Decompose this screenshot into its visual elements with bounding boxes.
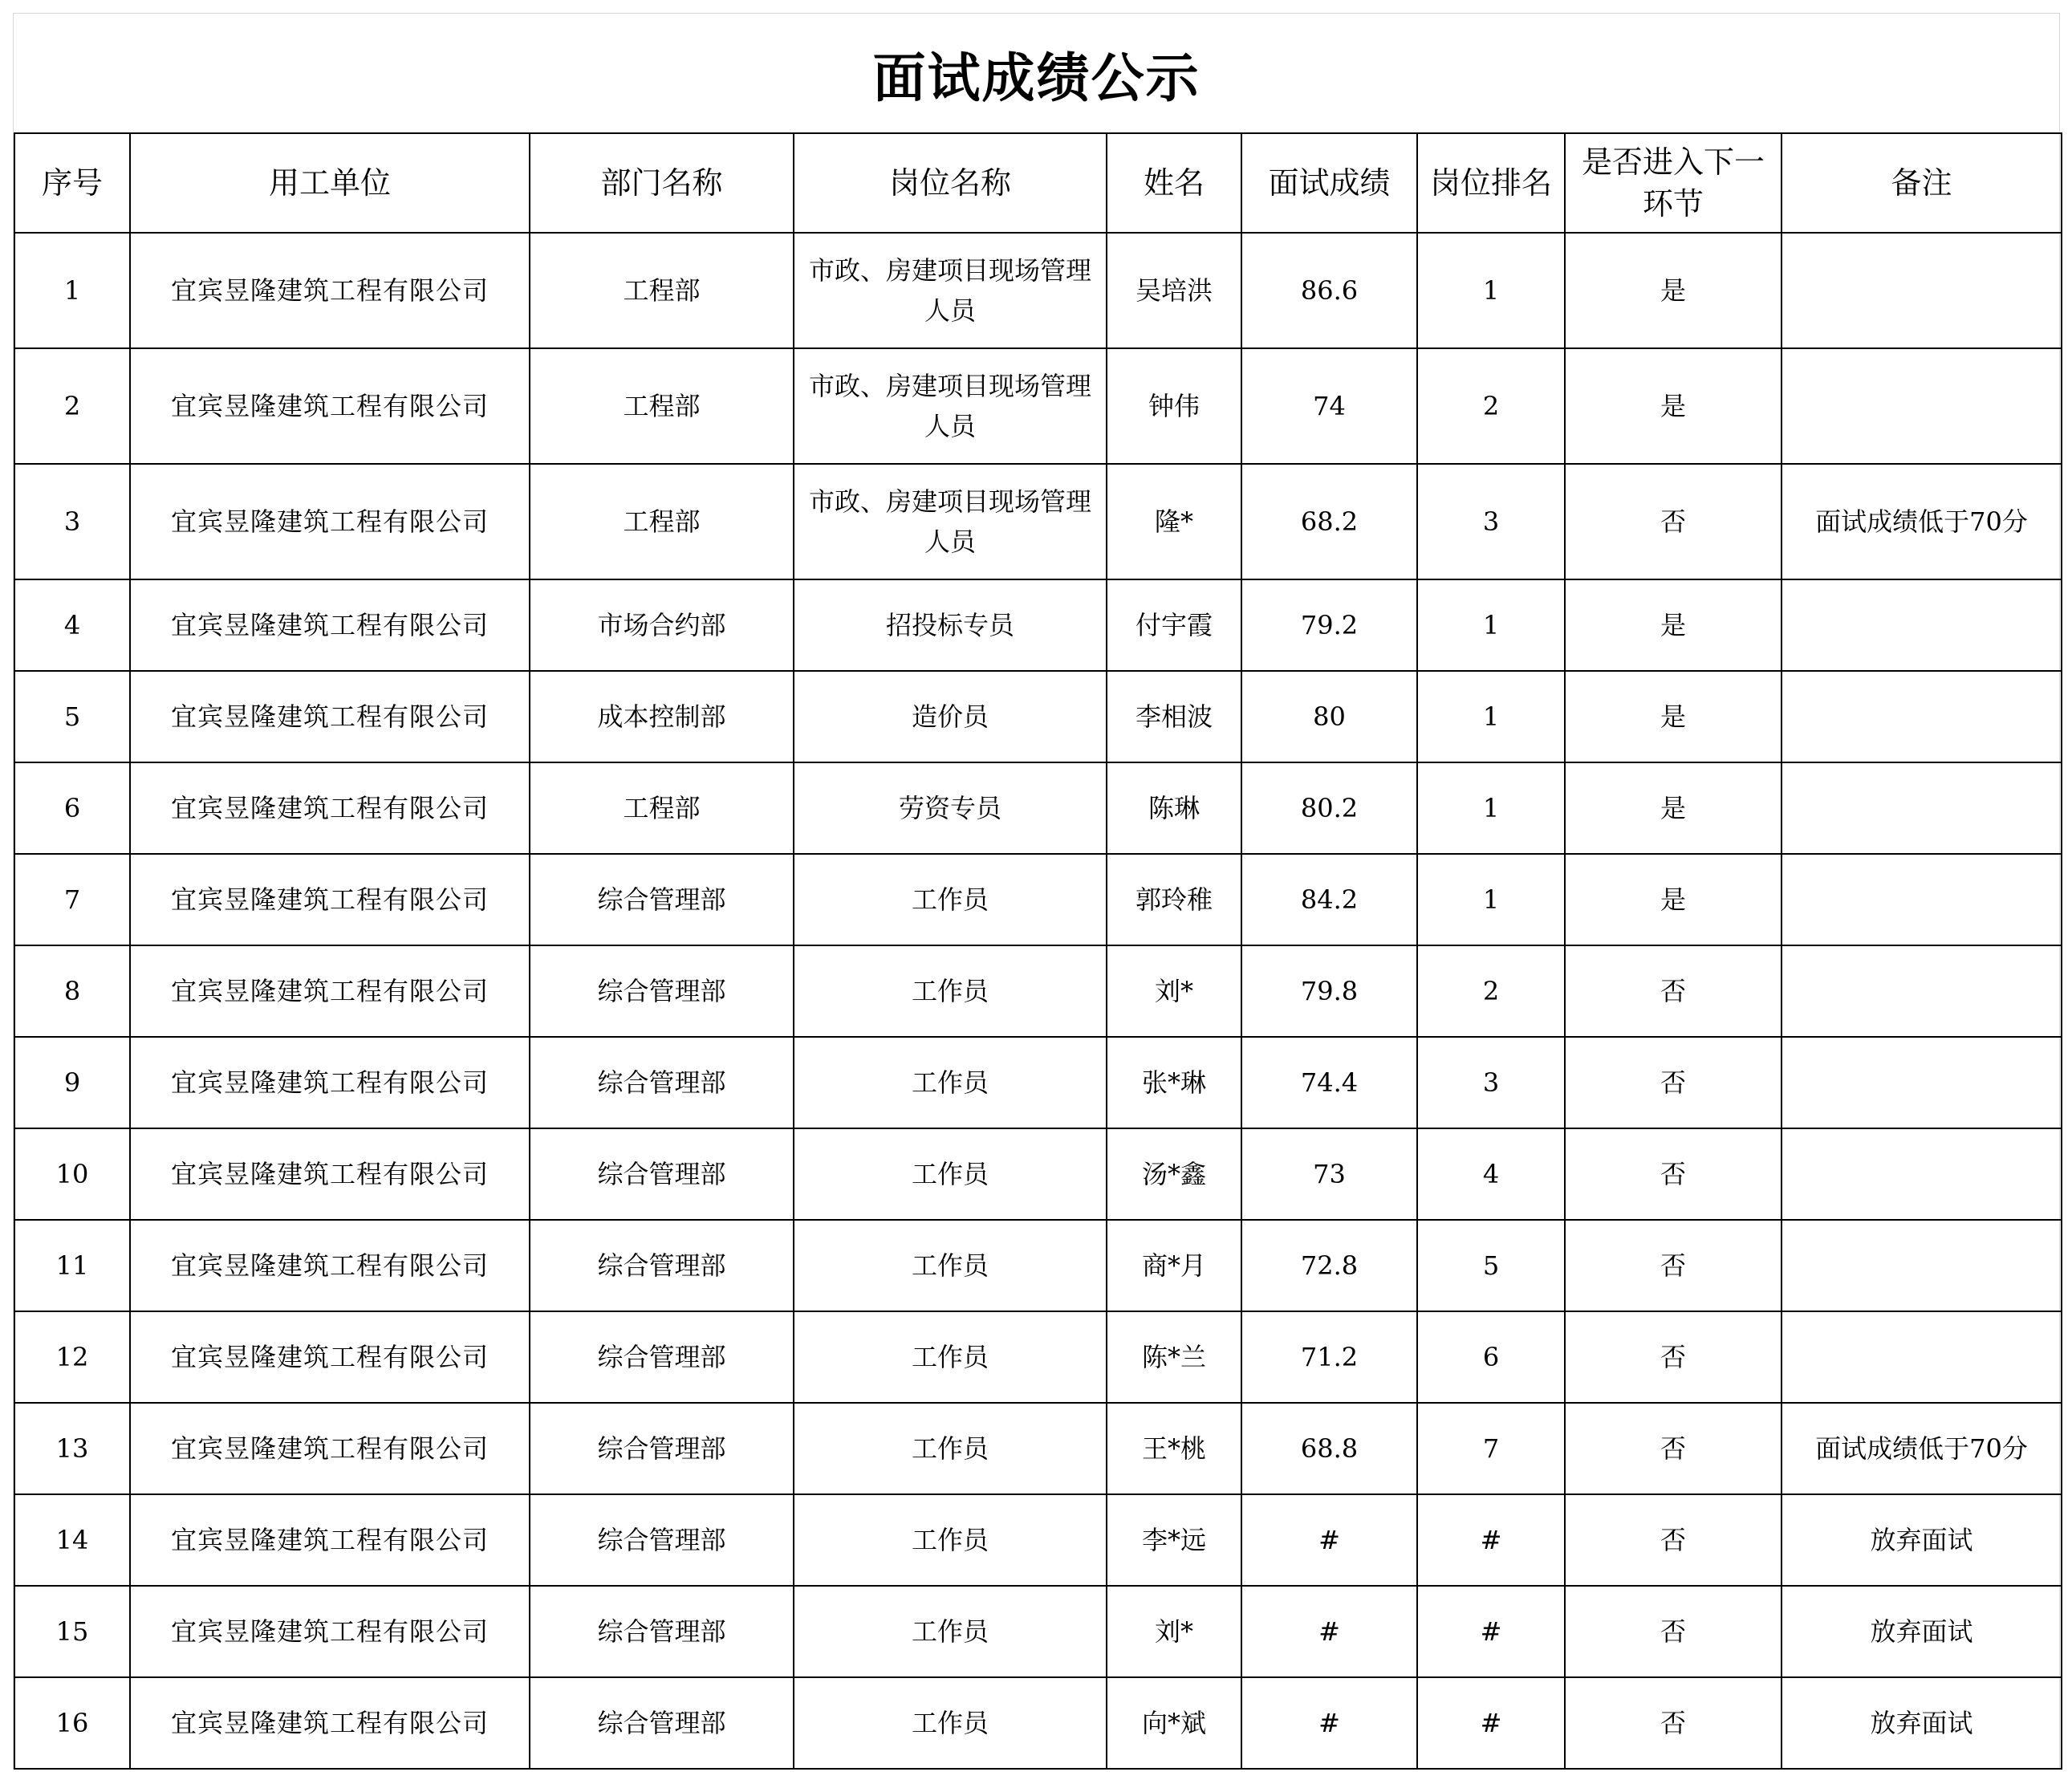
- table-body: [14, 233, 2062, 1769]
- cell-dept: 综合管理部: [530, 1677, 794, 1769]
- cell-next: 是: [1565, 233, 1782, 348]
- table-header-row: [14, 133, 2062, 233]
- header-rank: 岗位排名: [1417, 133, 1565, 233]
- cell-name: 陈*兰: [1107, 1311, 1241, 1403]
- cell-no: 10: [14, 1128, 130, 1220]
- cell-post: 造价员: [794, 671, 1107, 762]
- cell-name: 钟伟: [1107, 348, 1241, 464]
- cell-name: 李相波: [1107, 671, 1241, 762]
- cell-note: 放弃面试: [1782, 1586, 2062, 1677]
- cell-no: 5: [14, 671, 130, 762]
- table-row: [14, 762, 2062, 854]
- cell-post: 工作员: [794, 1494, 1107, 1586]
- cell-rank: 1: [1417, 671, 1565, 762]
- cell-score: 79.2: [1241, 579, 1417, 671]
- cell-next: 是: [1565, 671, 1782, 762]
- cell-next: 否: [1565, 1311, 1782, 1403]
- cell-unit: 宜宾昱隆建筑工程有限公司: [130, 1403, 530, 1494]
- cell-unit: 宜宾昱隆建筑工程有限公司: [130, 348, 530, 464]
- cell-no: 4: [14, 579, 130, 671]
- cell-next: 否: [1565, 1494, 1782, 1586]
- cell-next: 否: [1565, 1677, 1782, 1769]
- cell-score: 74: [1241, 348, 1417, 464]
- cell-post: 市政、房建项目现场管理人员: [794, 348, 1107, 464]
- cell-score: 80.2: [1241, 762, 1417, 854]
- cell-score: 86.6: [1241, 233, 1417, 348]
- cell-score: 68.2: [1241, 464, 1417, 579]
- cell-name: 商*月: [1107, 1220, 1241, 1311]
- cell-note: 放弃面试: [1782, 1494, 2062, 1586]
- cell-no: 6: [14, 762, 130, 854]
- cell-next: 否: [1565, 1037, 1782, 1128]
- cell-post: 工作员: [794, 1220, 1107, 1311]
- table-row: [14, 1403, 2062, 1494]
- table-row: [14, 464, 2062, 579]
- cell-no: 15: [14, 1586, 130, 1677]
- cell-dept: 综合管理部: [530, 1037, 794, 1128]
- cell-next: 是: [1565, 854, 1782, 945]
- cell-rank: 1: [1417, 762, 1565, 854]
- cell-score: #: [1241, 1494, 1417, 1586]
- cell-unit: 宜宾昱隆建筑工程有限公司: [130, 579, 530, 671]
- header-no: 序号: [14, 133, 130, 233]
- cell-unit: 宜宾昱隆建筑工程有限公司: [130, 464, 530, 579]
- cell-post: 工作员: [794, 1128, 1107, 1220]
- cell-unit: 宜宾昱隆建筑工程有限公司: [130, 671, 530, 762]
- cell-note: 面试成绩低于70分: [1782, 464, 2062, 579]
- cell-name: 李*远: [1107, 1494, 1241, 1586]
- cell-dept: 综合管理部: [530, 854, 794, 945]
- cell-unit: 宜宾昱隆建筑工程有限公司: [130, 1677, 530, 1769]
- cell-name: 王*桃: [1107, 1403, 1241, 1494]
- cell-no: 9: [14, 1037, 130, 1128]
- cell-name: 付宇霞: [1107, 579, 1241, 671]
- cell-note: 面试成绩低于70分: [1782, 1403, 2062, 1494]
- cell-name: 张*琳: [1107, 1037, 1241, 1128]
- header-post: 岗位名称: [794, 133, 1107, 233]
- cell-note: [1782, 945, 2062, 1037]
- cell-score: #: [1241, 1677, 1417, 1769]
- cell-score: 80: [1241, 671, 1417, 762]
- cell-no: 11: [14, 1220, 130, 1311]
- cell-post: 工作员: [794, 945, 1107, 1037]
- cell-post: 招投标专员: [794, 579, 1107, 671]
- cell-dept: 工程部: [530, 348, 794, 464]
- cell-unit: 宜宾昱隆建筑工程有限公司: [130, 233, 530, 348]
- cell-note: [1782, 233, 2062, 348]
- cell-unit: 宜宾昱隆建筑工程有限公司: [130, 1220, 530, 1311]
- cell-post: 工作员: [794, 1403, 1107, 1494]
- cell-next: 否: [1565, 464, 1782, 579]
- cell-no: 3: [14, 464, 130, 579]
- cell-rank: 7: [1417, 1403, 1565, 1494]
- cell-unit: 宜宾昱隆建筑工程有限公司: [130, 1494, 530, 1586]
- cell-dept: 综合管理部: [530, 1403, 794, 1494]
- cell-score: 71.2: [1241, 1311, 1417, 1403]
- cell-no: 13: [14, 1403, 130, 1494]
- cell-rank: 5: [1417, 1220, 1565, 1311]
- cell-note: [1782, 1128, 2062, 1220]
- document-sheet: [13, 13, 2060, 1770]
- cell-dept: 综合管理部: [530, 1311, 794, 1403]
- cell-next: 是: [1565, 762, 1782, 854]
- cell-no: 1: [14, 233, 130, 348]
- table-row: [14, 671, 2062, 762]
- cell-rank: 2: [1417, 945, 1565, 1037]
- score-table: [14, 132, 2062, 1770]
- cell-dept: 综合管理部: [530, 1586, 794, 1677]
- cell-dept: 综合管理部: [530, 1494, 794, 1586]
- cell-score: 79.8: [1241, 945, 1417, 1037]
- cell-next: 否: [1565, 945, 1782, 1037]
- cell-rank: 1: [1417, 854, 1565, 945]
- cell-rank: 3: [1417, 464, 1565, 579]
- cell-rank: #: [1417, 1677, 1565, 1769]
- cell-note: [1782, 671, 2062, 762]
- cell-dept: 综合管理部: [530, 1220, 794, 1311]
- cell-score: 72.8: [1241, 1220, 1417, 1311]
- cell-note: [1782, 1037, 2062, 1128]
- cell-name: 刘*: [1107, 1586, 1241, 1677]
- table-row: [14, 1494, 2062, 1586]
- cell-name: 向*斌: [1107, 1677, 1241, 1769]
- cell-note: [1782, 854, 2062, 945]
- cell-rank: 2: [1417, 348, 1565, 464]
- cell-name: 吴培洪: [1107, 233, 1241, 348]
- cell-note: [1782, 348, 2062, 464]
- table-row: [14, 348, 2062, 464]
- header-score: 面试成绩: [1241, 133, 1417, 233]
- cell-dept: 工程部: [530, 762, 794, 854]
- cell-note: 放弃面试: [1782, 1677, 2062, 1769]
- cell-name: 郭玲稚: [1107, 854, 1241, 945]
- cell-no: 7: [14, 854, 130, 945]
- cell-rank: 4: [1417, 1128, 1565, 1220]
- cell-no: 12: [14, 1311, 130, 1403]
- cell-rank: #: [1417, 1494, 1565, 1586]
- cell-post: 工作员: [794, 1037, 1107, 1128]
- cell-post: 工作员: [794, 1311, 1107, 1403]
- cell-note: [1782, 1311, 2062, 1403]
- table-row: [14, 1037, 2062, 1128]
- cell-unit: 宜宾昱隆建筑工程有限公司: [130, 945, 530, 1037]
- table-row: [14, 233, 2062, 348]
- cell-name: 隆*: [1107, 464, 1241, 579]
- cell-post: 劳资专员: [794, 762, 1107, 854]
- table-row: [14, 1128, 2062, 1220]
- cell-post: 工作员: [794, 854, 1107, 945]
- cell-no: 16: [14, 1677, 130, 1769]
- cell-post: 市政、房建项目现场管理人员: [794, 464, 1107, 579]
- cell-name: 陈琳: [1107, 762, 1241, 854]
- cell-name: 汤*鑫: [1107, 1128, 1241, 1220]
- header-name: 姓名: [1107, 133, 1241, 233]
- cell-next: 否: [1565, 1220, 1782, 1311]
- page-title: 面试成绩公示: [872, 47, 1201, 109]
- table-row: [14, 854, 2062, 945]
- table-row: [14, 945, 2062, 1037]
- cell-unit: 宜宾昱隆建筑工程有限公司: [130, 762, 530, 854]
- cell-rank: #: [1417, 1586, 1565, 1677]
- cell-rank: 3: [1417, 1037, 1565, 1128]
- cell-unit: 宜宾昱隆建筑工程有限公司: [130, 1037, 530, 1128]
- cell-post: 市政、房建项目现场管理人员: [794, 233, 1107, 348]
- cell-dept: 市场合约部: [530, 579, 794, 671]
- header-dept: 部门名称: [530, 133, 794, 233]
- cell-no: 14: [14, 1494, 130, 1586]
- header-unit: 用工单位: [130, 133, 530, 233]
- table-row: [14, 579, 2062, 671]
- cell-note: [1782, 1220, 2062, 1311]
- cell-note: [1782, 579, 2062, 671]
- cell-score: #: [1241, 1586, 1417, 1677]
- cell-dept: 工程部: [530, 233, 794, 348]
- cell-next: 否: [1565, 1128, 1782, 1220]
- cell-dept: 成本控制部: [530, 671, 794, 762]
- cell-post: 工作员: [794, 1677, 1107, 1769]
- cell-dept: 综合管理部: [530, 945, 794, 1037]
- table-row: [14, 1677, 2062, 1769]
- cell-post: 工作员: [794, 1586, 1107, 1677]
- table-row: [14, 1220, 2062, 1311]
- header-note: 备注: [1782, 133, 2062, 233]
- cell-note: [1782, 762, 2062, 854]
- cell-dept: 综合管理部: [530, 1128, 794, 1220]
- cell-unit: 宜宾昱隆建筑工程有限公司: [130, 1586, 530, 1677]
- cell-score: 68.8: [1241, 1403, 1417, 1494]
- cell-rank: 1: [1417, 579, 1565, 671]
- cell-score: 84.2: [1241, 854, 1417, 945]
- table-row: [14, 1311, 2062, 1403]
- cell-next: 否: [1565, 1586, 1782, 1677]
- cell-unit: 宜宾昱隆建筑工程有限公司: [130, 1128, 530, 1220]
- cell-name: 刘*: [1107, 945, 1241, 1037]
- cell-rank: 1: [1417, 233, 1565, 348]
- cell-next: 是: [1565, 579, 1782, 671]
- cell-rank: 6: [1417, 1311, 1565, 1403]
- cell-unit: 宜宾昱隆建筑工程有限公司: [130, 1311, 530, 1403]
- cell-score: 74.4: [1241, 1037, 1417, 1128]
- cell-next: 是: [1565, 348, 1782, 464]
- cell-unit: 宜宾昱隆建筑工程有限公司: [130, 854, 530, 945]
- cell-no: 8: [14, 945, 130, 1037]
- cell-score: 73: [1241, 1128, 1417, 1220]
- table-row: [14, 1586, 2062, 1677]
- cell-next: 否: [1565, 1403, 1782, 1494]
- cell-no: 2: [14, 348, 130, 464]
- header-next: 是否进入下一环节: [1565, 133, 1782, 233]
- cell-dept: 工程部: [530, 464, 794, 579]
